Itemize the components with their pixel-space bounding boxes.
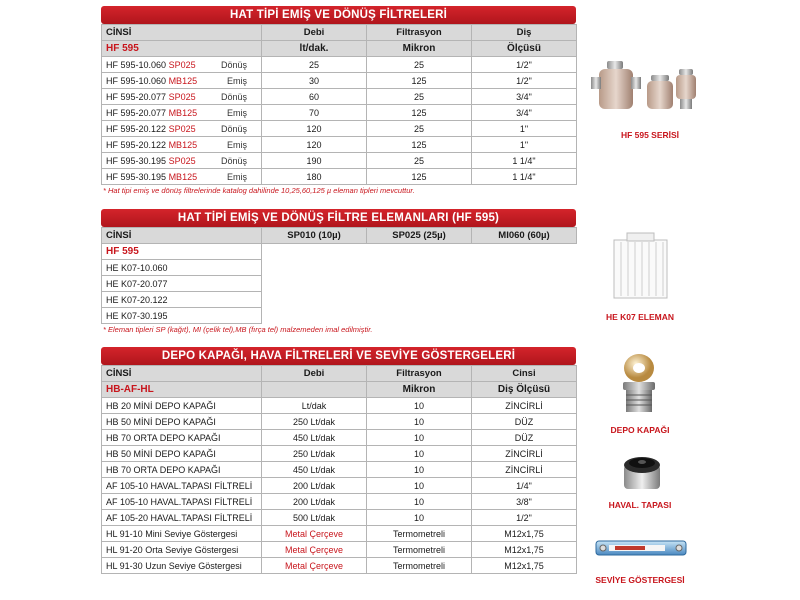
product-name: HB 70 ORTA DEPO KAPAĞI — [102, 430, 262, 446]
table-row — [102, 558, 577, 574]
product-name: HB 50 MİNİ DEPO KAPAĞI — [102, 446, 262, 462]
tank-accessory-table — [101, 365, 577, 574]
cell-cinsi: M12x1,75 — [472, 526, 577, 542]
product-code: HF 595-30.195 — [106, 155, 167, 166]
header-unit — [262, 382, 367, 398]
caption-hf595: HF 595 SERİSİ — [620, 130, 680, 140]
header-cinsi: CİNSİ — [102, 25, 262, 41]
table-row — [102, 153, 577, 169]
table-row — [102, 478, 577, 494]
product-code: HF 595-30.195 — [106, 171, 167, 182]
cell-mikron: 10 — [367, 414, 472, 430]
section-line-filters — [101, 6, 576, 196]
table-row — [102, 57, 577, 73]
table-row — [102, 137, 577, 153]
filter-type: Dönüş — [220, 59, 247, 70]
cell-debi: 190 — [262, 153, 367, 169]
cell-debi: 120 — [262, 121, 367, 137]
header-unit: Mikron — [367, 382, 472, 398]
header-cinsi: CİNSİ — [102, 228, 262, 244]
table-row — [102, 446, 577, 462]
filter-type: Dönüş — [220, 91, 247, 102]
element-code: HE K07-20.077 — [102, 276, 262, 292]
cell-mikron: 10 — [367, 398, 472, 414]
header-debi: Debi — [262, 25, 367, 41]
table-row — [102, 169, 577, 185]
cell-mikron: 10 — [367, 430, 472, 446]
table-row — [102, 510, 577, 526]
cell-cinsi: ZİNCİRLİ — [472, 462, 577, 478]
cell-mikron: 25 — [367, 89, 472, 105]
product-name: AF 105-10 HAVAL.TAPASI FİLTRELİ — [102, 478, 262, 494]
element-suffix: SP025 — [168, 123, 196, 134]
caption-haval: HAVAL. TAPASI — [608, 500, 672, 510]
cell-mikron: Termometreli — [367, 526, 472, 542]
filter-type: Emiş — [227, 107, 247, 118]
filter-type: Dönüş — [220, 123, 247, 134]
cell-debi: 250 Lt/dak — [262, 414, 367, 430]
cell-cinsi: ZİNCİRLİ — [472, 398, 577, 414]
cell-mikron: 125 — [367, 137, 472, 153]
header-dis: Diş — [472, 25, 577, 41]
cell-dis: 1" — [472, 121, 577, 137]
product-code: HF 595-10.060 — [106, 59, 167, 70]
cell-mikron: 25 — [367, 57, 472, 73]
table-row — [102, 121, 577, 137]
breather-cap-image — [618, 445, 666, 493]
empty-area — [262, 244, 577, 324]
cell-dis: 3/4" — [472, 105, 577, 121]
table-row — [102, 89, 577, 105]
header-unit: lt/dak. — [262, 41, 367, 57]
header-filtrasyon: Filtrasyon — [367, 25, 472, 41]
cell-debi: 60 — [262, 89, 367, 105]
filter-type: Emiş — [227, 139, 247, 150]
cell-debi: Metal Çerçeve — [262, 526, 367, 542]
table-header-row — [102, 228, 577, 244]
cell-debi: 25 — [262, 57, 367, 73]
element-suffix: SP025 — [168, 59, 196, 70]
table-row — [102, 526, 577, 542]
table-row — [102, 542, 577, 558]
section-tank-accessories — [101, 347, 576, 574]
header-cinsi-2: Cinsi — [472, 366, 577, 382]
product-code: HF 595-20.077 — [106, 91, 167, 102]
cell-mikron: Termometreli — [367, 558, 472, 574]
element-code: HE K07-20.122 — [102, 292, 262, 308]
cell-mikron: 10 — [367, 462, 472, 478]
element-code: HE K07-30.195 — [102, 308, 262, 324]
cell-debi: 200 Lt/dak — [262, 478, 367, 494]
footnote: * Eleman tipleri SP (kağıt), MI (çelik tel),MB (fırça tel) malzemeden imal edilmiştir. — [103, 325, 373, 334]
filter-type: Emiş — [227, 171, 247, 182]
header-mi060: MI060 (60µ) — [472, 228, 577, 244]
product-name: HL 91-10 Mini Seviye Göstergesi — [102, 526, 262, 542]
cell-debi: 120 — [262, 137, 367, 153]
element-suffix: MB125 — [168, 171, 198, 182]
header-unit: Diş Ölçüsü — [472, 382, 577, 398]
cell-debi: 450 Lt/dak — [262, 430, 367, 446]
hek07-element-image — [613, 232, 668, 300]
section-title: HAT TİPİ EMİŞ VE DÖNÜŞ FİLTRELERİ — [101, 6, 576, 24]
cell-dis: 1 1/4" — [472, 153, 577, 169]
cell-mikron: 10 — [367, 510, 472, 526]
header-sp025: SP025 (25µ) — [367, 228, 472, 244]
table-row — [102, 462, 577, 478]
cell-dis: 1/2" — [472, 57, 577, 73]
table-header-row — [102, 41, 577, 57]
product-name: HL 91-20 Orta Seviye Göstergesi — [102, 542, 262, 558]
cell-debi: 250 Lt/dak — [262, 446, 367, 462]
product-name: HB 70 ORTA DEPO KAPAĞI — [102, 462, 262, 478]
cell-dis: 1" — [472, 137, 577, 153]
element-suffix: SP025 — [168, 91, 196, 102]
cell-debi: 500 Lt/dak — [262, 510, 367, 526]
group-label: HB-AF-HL — [102, 382, 262, 398]
cell-mikron: 125 — [367, 169, 472, 185]
cell-debi: 180 — [262, 169, 367, 185]
element-suffix: SP025 — [168, 155, 196, 166]
product-name: HL 91-30 Uzun Seviye Göstergesi — [102, 558, 262, 574]
cell-debi: 70 — [262, 105, 367, 121]
header-cinsi: CİNSİ — [102, 366, 262, 382]
cell-cinsi: DÜZ — [472, 430, 577, 446]
table-header-row — [102, 366, 577, 382]
cell-dis: 3/4" — [472, 89, 577, 105]
cell-cinsi: 3/8" — [472, 494, 577, 510]
level-gauge-image — [595, 537, 687, 559]
table-row — [102, 430, 577, 446]
element-code: HE K07-10.060 — [102, 260, 262, 276]
filter-type: Emiş — [227, 75, 247, 86]
cell-mikron: 25 — [367, 121, 472, 137]
table-row — [102, 414, 577, 430]
product-code: HF 595-20.077 — [106, 107, 167, 118]
cell-cinsi: 1/4" — [472, 478, 577, 494]
element-suffix: MB125 — [168, 139, 198, 150]
cell-mikron: 10 — [367, 446, 472, 462]
filter-type: Dönüş — [220, 155, 247, 166]
header-filtrasyon: Filtrasyon — [367, 366, 472, 382]
cell-debi: Metal Çerçeve — [262, 558, 367, 574]
cell-cinsi: M12x1,75 — [472, 558, 577, 574]
caption-hek07: HE K07 ELEMAN — [605, 312, 674, 322]
header-unit: Mikron — [367, 41, 472, 57]
table-row — [102, 244, 577, 260]
table-header-row — [102, 25, 577, 41]
product-code: HF 595-20.122 — [106, 139, 167, 150]
line-filter-table — [101, 24, 577, 185]
cell-debi: 200 Lt/dak — [262, 494, 367, 510]
table-row — [102, 494, 577, 510]
cell-debi: 450 Lt/dak — [262, 462, 367, 478]
cell-debi: Lt/dak — [262, 398, 367, 414]
product-code: HF 595-20.122 — [106, 123, 167, 134]
group-label: HF 595 — [102, 244, 262, 260]
table-header-row — [102, 382, 577, 398]
product-name: HB 20 MİNİ DEPO KAPAĞI — [102, 398, 262, 414]
tank-cap-image — [614, 352, 664, 418]
header-sp010: SP010 (10µ) — [262, 228, 367, 244]
table-row — [102, 73, 577, 89]
header-unit: Ölçüsü — [472, 41, 577, 57]
cell-cinsi: ZİNCİRLİ — [472, 446, 577, 462]
cell-mikron: 125 — [367, 73, 472, 89]
table-row — [102, 105, 577, 121]
cell-mikron: 25 — [367, 153, 472, 169]
product-name: AF 105-10 HAVAL.TAPASI FİLTRELİ — [102, 494, 262, 510]
cell-mikron: Termometreli — [367, 542, 472, 558]
cell-dis: 1/2" — [472, 73, 577, 89]
cell-mikron: 10 — [367, 494, 472, 510]
filter-element-table — [101, 227, 577, 324]
table-row — [102, 398, 577, 414]
cell-cinsi: M12x1,75 — [472, 542, 577, 558]
element-suffix: MB125 — [168, 75, 198, 86]
caption-seviye: SEVİYE GÖSTERGESİ — [595, 575, 685, 585]
cell-cinsi: DÜZ — [472, 414, 577, 430]
caption-depo: DEPO KAPAĞI — [610, 425, 670, 435]
section-filter-elements — [101, 209, 576, 335]
cell-debi: 30 — [262, 73, 367, 89]
element-suffix: MB125 — [168, 107, 198, 118]
hf595-filter-image — [585, 55, 705, 125]
footnote: * Hat tipi emiş ve dönüş filtrelerinde katalog dahilinde 10,25,60,125 µ eleman tipleri mevcuttur. — [103, 186, 415, 195]
section-title: HAT TİPİ EMİŞ VE DÖNÜŞ FİLTRE ELEMANLARI (HF 595) — [101, 209, 576, 227]
product-name: HB 50 MİNİ DEPO KAPAĞI — [102, 414, 262, 430]
cell-mikron: 10 — [367, 478, 472, 494]
section-title: DEPO KAPAĞI, HAVA FİLTRELERİ VE SEVİYE GÖSTERGELERİ — [101, 347, 576, 365]
product-name: AF 105-20 HAVAL.TAPASI FİLTRELİ — [102, 510, 262, 526]
cell-mikron: 125 — [367, 105, 472, 121]
cell-cinsi: 1/2" — [472, 510, 577, 526]
cell-debi: Metal Çerçeve — [262, 542, 367, 558]
product-code: HF 595-10.060 — [106, 75, 167, 86]
group-label: HF 595 — [102, 41, 262, 57]
header-debi: Debi — [262, 366, 367, 382]
cell-dis: 1 1/4" — [472, 169, 577, 185]
